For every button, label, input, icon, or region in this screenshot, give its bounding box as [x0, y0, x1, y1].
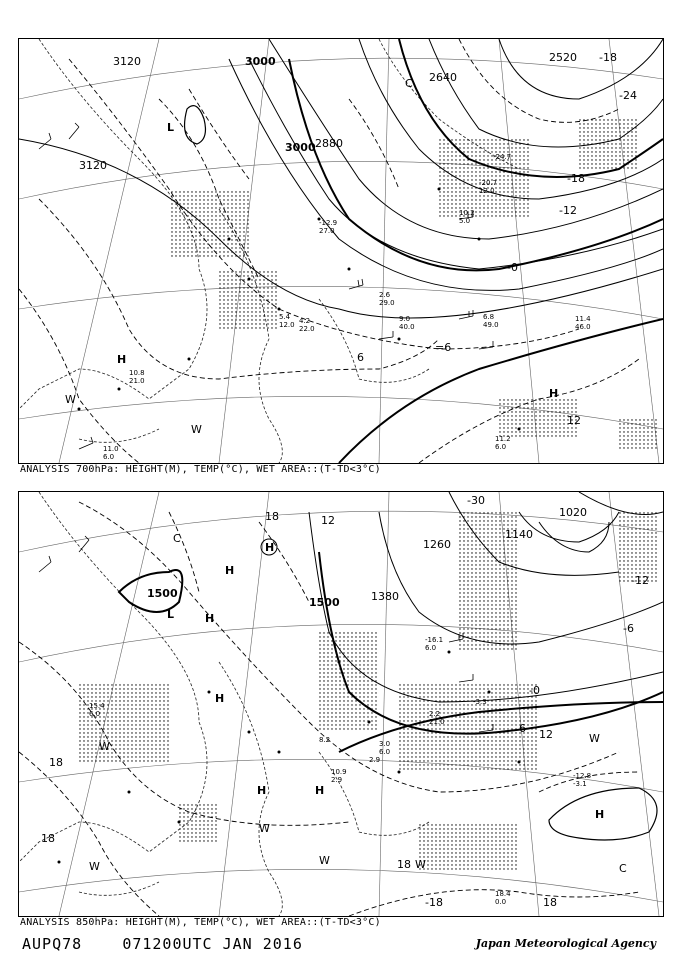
height-label-700: 3120	[79, 159, 107, 172]
temp-label-850: 12	[539, 728, 553, 741]
height-label-850: 1140	[505, 528, 533, 541]
station-value-700: 6.0	[495, 443, 507, 451]
station-value-700: 29.0	[379, 299, 395, 307]
coastline-700	[19, 39, 519, 463]
caption-850hpa: ANALYSIS 850hPa: HEIGHT(M), TEMP(°C), WET AREA::(T-TD<3°C)	[20, 917, 381, 928]
station-value-700: 12.0	[279, 321, 295, 329]
height-label-850: 1260	[423, 538, 451, 551]
bold-contours-850	[119, 552, 663, 752]
temp-label-700: -0	[507, 261, 518, 274]
station-value-700: 5.4	[279, 313, 291, 321]
station-value-850: 3.0	[379, 740, 391, 748]
height-label-850: 1500	[309, 596, 340, 609]
chart-valid-time: 071200UTC JAN 2016	[122, 935, 303, 953]
chart-id-footer	[22, 935, 303, 953]
high-marker-850: H	[225, 564, 235, 577]
height-label-700: 3120	[113, 55, 141, 68]
temp-label-850: 12	[321, 514, 335, 527]
temp-label-700: -18	[567, 172, 585, 185]
temp-label-700: -12	[559, 204, 577, 217]
station-value-850: 6.0	[425, 644, 437, 652]
station-value-850: 15.4	[89, 702, 105, 710]
warm-marker-850: W	[89, 860, 100, 873]
caption-700hpa: ANALYSIS 700hPa: HEIGHT(M), TEMP(°C), WET AREA::(T-TD<3°C)	[20, 464, 381, 475]
station-value-850: 2.2	[429, 710, 441, 718]
station-value-700: 46.0	[575, 323, 591, 331]
warm-marker-700: W	[65, 393, 76, 406]
station-value-700: 5.0	[459, 217, 471, 225]
warm-marker-850: W	[99, 740, 110, 753]
station-value-700: 9.0	[399, 315, 411, 323]
station-value-850: 10.9	[331, 768, 347, 776]
station-value-700: 11.2	[495, 435, 511, 443]
station-value-700: 11.4	[575, 315, 591, 323]
station-value-700: 27.0	[319, 227, 335, 235]
station-value-700: -20.7	[479, 179, 498, 187]
height-label-700: 2640	[429, 71, 457, 84]
station-value-850: 18.4	[495, 890, 511, 898]
station-value-700: 12.0	[479, 187, 495, 195]
temp-label-850: -6	[623, 622, 634, 635]
cold-marker-700: C	[405, 77, 413, 90]
station-value-700: 10.2	[459, 209, 475, 217]
high-marker-700: H	[117, 353, 127, 366]
station-value-850: 0.0	[495, 898, 507, 906]
map-850hpa	[19, 492, 663, 916]
warm-marker-850: W	[415, 858, 426, 871]
warm-marker-850: W	[589, 732, 600, 745]
temp-label-850: 18	[397, 858, 411, 871]
warm-marker-850: W	[319, 854, 330, 867]
high-marker-850: H	[215, 692, 225, 705]
station-value-850: 2.9	[331, 776, 343, 784]
temp-label-850: 18	[41, 832, 55, 845]
station-value-700: 11.0	[103, 445, 119, 453]
station-value-700: -12.9	[319, 219, 338, 227]
station-value-850: -3.3	[473, 698, 487, 706]
station-value-700: 4.2	[299, 317, 311, 325]
height-label-850: 1020	[559, 506, 587, 519]
map-700hpa	[19, 39, 663, 463]
temp-label-850: -30	[467, 494, 485, 507]
station-value-700: 6.0	[103, 453, 115, 461]
station-value-700: 2.6	[379, 291, 391, 299]
chart-700hpa	[18, 38, 664, 464]
station-value-700: 6.8	[483, 313, 495, 321]
stations-700	[78, 188, 521, 431]
temp-label-850: 18	[49, 756, 63, 769]
height-label-850: 1380	[371, 590, 399, 603]
station-value-700: 49.0	[483, 321, 499, 329]
height-label-700: 2880	[315, 137, 343, 150]
temp-label-700: -18	[599, 51, 617, 64]
temp-label-850: -18	[425, 896, 443, 909]
warm-marker-850: W	[259, 822, 270, 835]
height-label-850: 1500	[147, 587, 178, 600]
high-marker-700: H	[549, 387, 559, 400]
station-value-700: 40.0	[399, 323, 415, 331]
wet-area-700	[169, 119, 659, 449]
station-value-850: -12.8	[573, 772, 592, 780]
chart-code: AUPQ78	[22, 935, 83, 953]
temp-label-700: =6	[435, 341, 452, 354]
station-value-850: -16.1	[425, 636, 444, 644]
bold-contours-700	[289, 39, 663, 463]
height-label-700: 2520	[549, 51, 577, 64]
temp-label-850: 18	[543, 896, 557, 909]
high-marker-850: H	[205, 612, 215, 625]
warm-marker-700: W	[191, 423, 202, 436]
station-value-850: 6.0	[89, 710, 101, 718]
high-marker-850: H	[595, 808, 605, 821]
temp-label-850: -0	[529, 684, 540, 697]
temp-label-700: 12	[567, 414, 581, 427]
high-marker-850: H	[265, 541, 275, 554]
height-label-700: 3000	[285, 141, 316, 154]
temp-label-850: 6	[519, 722, 526, 735]
station-value-700: 21.0	[129, 377, 145, 385]
temp-label-700: 6	[357, 351, 364, 364]
station-value-850: -3.1	[573, 780, 587, 788]
station-value-700: -24.7	[493, 153, 512, 161]
height-label-700: 3000	[245, 55, 276, 68]
cold-marker-850: C	[619, 862, 627, 875]
low-marker-700: L	[167, 121, 175, 134]
high-marker-850: H	[257, 784, 267, 797]
high-marker-850: H	[315, 784, 325, 797]
low-marker-850: L	[167, 608, 175, 621]
station-value-850: 21.0	[429, 718, 445, 726]
temp-label-850: 18	[265, 510, 279, 523]
chart-850hpa	[18, 491, 664, 917]
cold-marker-850: C	[173, 532, 181, 545]
station-value-850: 6.0	[379, 748, 391, 756]
station-value-700: 10.8	[129, 369, 145, 377]
temp-label-700: -24	[619, 89, 637, 102]
temp-label-850: -12	[631, 574, 649, 587]
station-value-700: 22.0	[299, 325, 315, 333]
station-value-850: 8.2	[319, 736, 331, 744]
station-value-850: 2.9	[369, 756, 381, 764]
agency-credit: Japan Meteorological Agency	[475, 937, 656, 950]
